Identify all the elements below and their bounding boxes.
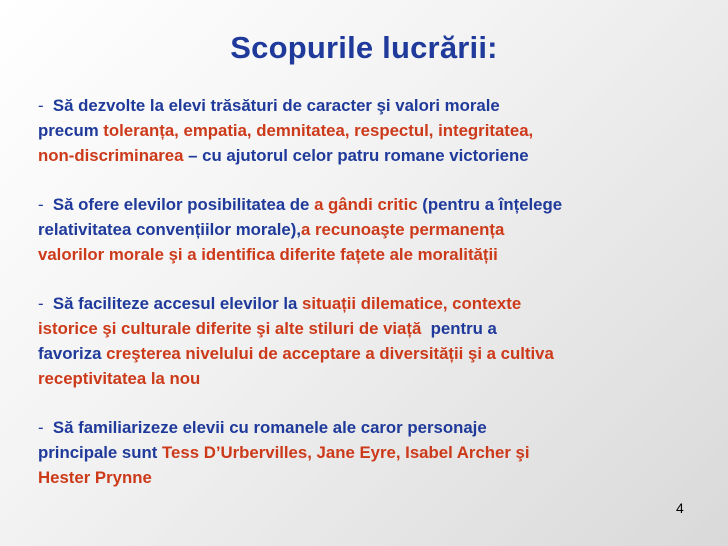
objective-text: Să familiarizeze elevii cu romanele ale caror personaje [52, 418, 487, 438]
objective-text: pentru a [430, 319, 497, 339]
highlight-text: a gândi critic [314, 195, 418, 215]
highlight-text: istorice şi culturale diferite şi alte stiluri de viață [38, 319, 422, 339]
bullet-dash: - [38, 294, 44, 314]
objective-text: principale sunt [38, 443, 163, 463]
objective-item [38, 193, 718, 267]
highlight-text: creşterea nivelului de acceptare a diversității şi a cultiva [106, 343, 554, 363]
bullet-dash: - [38, 418, 44, 438]
objective-item [38, 94, 718, 168]
objective-text: relativitatea convențiilor morale), [38, 219, 301, 239]
highlight-text: non-discriminarea [38, 145, 184, 165]
page-number: 4 [676, 500, 684, 516]
highlight-text: a recunoaşte permanența [301, 219, 505, 239]
highlight-text: valorilor morale şi a identifica diferite fațete ale moralității [38, 244, 498, 264]
highlight-text: toleranța, empatia, demnitatea, respectul, integritatea, [103, 120, 534, 140]
objective-item [38, 416, 718, 490]
highlight-text: receptivitatea la nou [38, 368, 201, 388]
objective-text: Să faciliteze accesul elevilor la [52, 294, 302, 314]
slide-title: Scopurile lucrării: [230, 30, 498, 65]
objective-item [38, 292, 718, 391]
objective-text: (pentru a înțelege [417, 195, 563, 215]
highlight-text: situații dilematice, contexte [302, 294, 522, 314]
highlight-text: Tess D’Urbervilles, Jane Eyre, Isabel Archer şi [162, 443, 530, 463]
objective-text: Să ofere elevilor posibilitatea de [52, 195, 315, 215]
objective-text: – cu ajutorul celor patru romane victoriene [183, 145, 529, 165]
objective-text: favoriza [38, 343, 107, 363]
highlight-text: Hester Prynne [38, 467, 152, 487]
bullet-dash: - [38, 195, 44, 215]
objective-text: precum [38, 120, 104, 140]
bullet-dash: - [38, 96, 44, 115]
objectives-list [38, 94, 718, 516]
objective-text: Să dezvolte la elevi trăsături de caracter şi valori morale [52, 96, 500, 115]
